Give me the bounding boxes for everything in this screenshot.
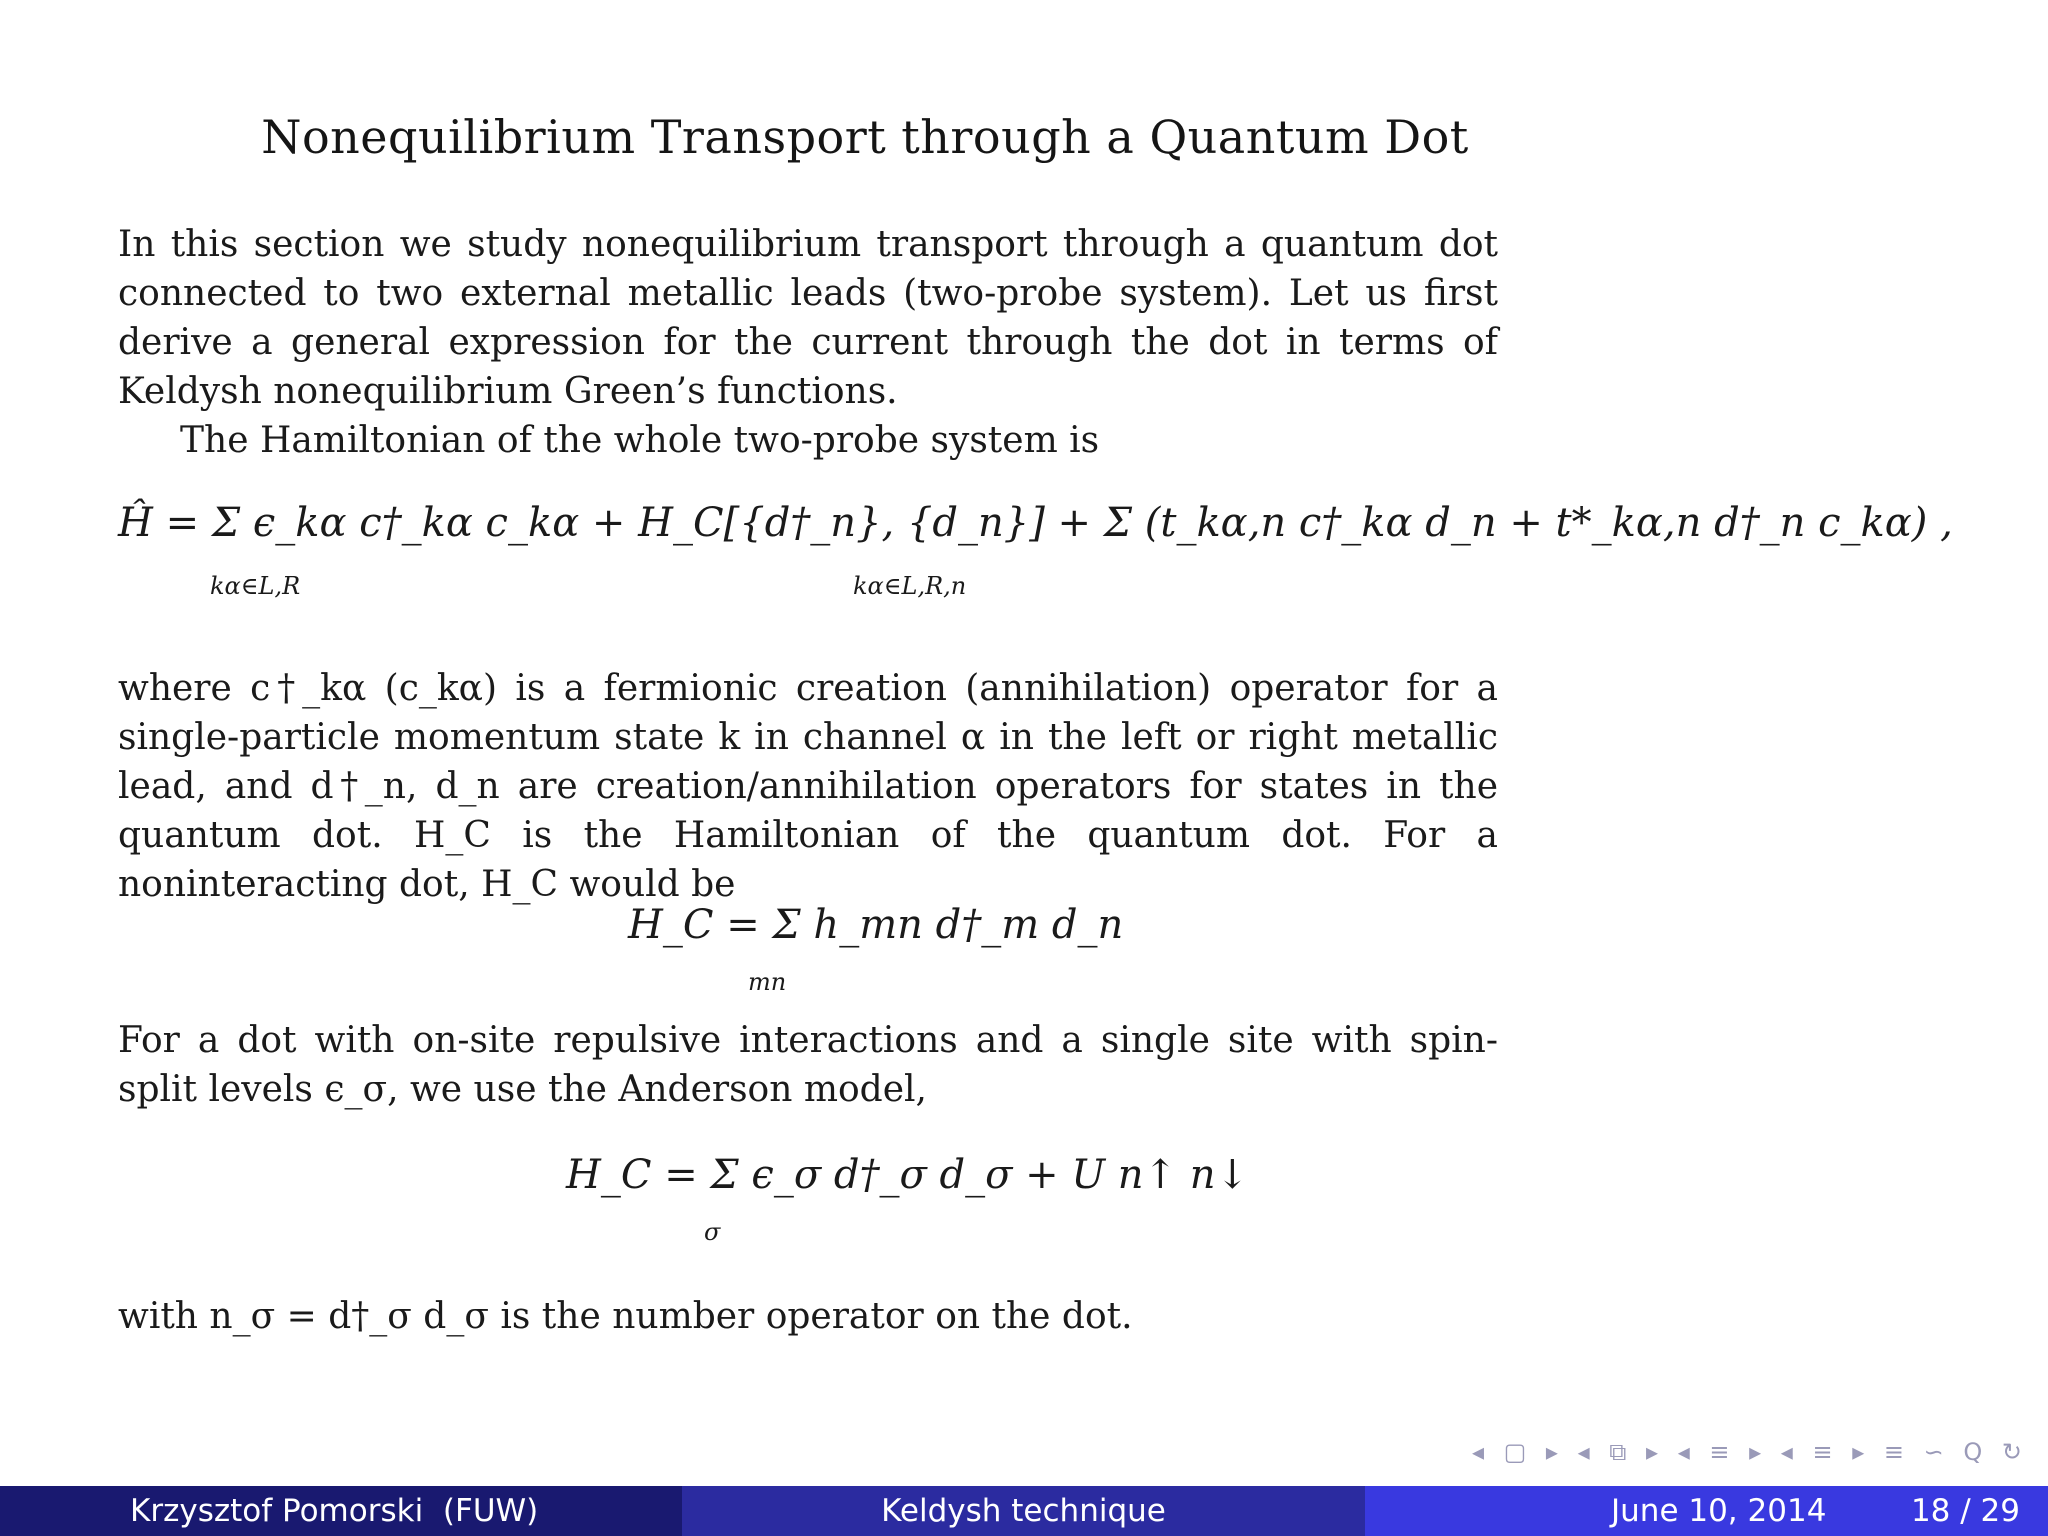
intro-paragraph: In this section we study nonequilibrium transport through a quantum dot connected to two external metallic leads (two-probe system). Let us first derive a general expression for the current through the dot in terms of Keldysh nonequilibrium Green’s functions. [118,224,1498,412]
footer-date: June 10, 2014 [1611,1493,1827,1529]
noninteracting-equation-text: H_C = Σ h_mn d†_m d_n [628,902,1124,948]
hamiltonian-equation [118,500,1953,600]
sum-limit-sigma: σ [704,1218,721,1246]
noninteracting-hamiltonian-equation [628,902,1124,996]
footer-date-page [1365,1486,2048,1536]
sum-limit-mn: mn [748,968,787,996]
slide-title: Nonequilibrium Transport through a Quantum Dot [261,110,1469,164]
anderson-equation-text: H_C = Σ ϵ_σ d†_σ d_σ + U n↑ n↓ [566,1152,1250,1198]
hamiltonian-intro: The Hamiltonian of the whole two-probe system is [180,420,1100,461]
footer-author: Krzysztof Pomorski (FUW) [0,1486,682,1536]
footer-talk-title: Keldysh technique [682,1486,1365,1536]
sum-limit-leads-dot: kα∈L,R,n [853,572,967,600]
slide-body [118,220,1498,465]
anderson-paragraph: For a dot with on-site repulsive interactions and a single site with spin-split levels ϵ_σ, we use the Anderson model, [118,1020,1498,1110]
hamiltonian-equation-text: Ĥ = Σ ϵ_kα c†_kα c_kα + H_C[{d†_n}, {d_n}] + Σ (t_kα,n c†_kα d_n + t*_kα,n d†_n c_kα) , [118,500,1953,546]
slide-footer [0,1486,2048,1536]
anderson-hamiltonian-equation [566,1152,1250,1246]
final-paragraph: with n_σ = d†_σ d_σ is the number operator on the dot. [118,1296,1133,1337]
beamer-navigation-icons[interactable]: ◂ ▢ ▸ ◂ ⧉ ▸ ◂ ≡ ▸ ◂ ≡ ▸ ≡ ∽ Q ↻ [1471,1438,2028,1466]
footer-page-number: 18 / 29 [1910,1493,2020,1529]
sum-limit-leads: kα∈L,R [210,572,301,600]
where-paragraph: where c†_kα (c_kα) is a fermionic creation (annihilation) operator for a single-particle momentum state k in channel α in the left or right metallic lead, and d†_n, d_n are creation/annihilation operators for states in the quantum dot. H_C is the Hamiltonian of the quantum dot. For a noninteracting dot, H_C would be [118,668,1498,905]
